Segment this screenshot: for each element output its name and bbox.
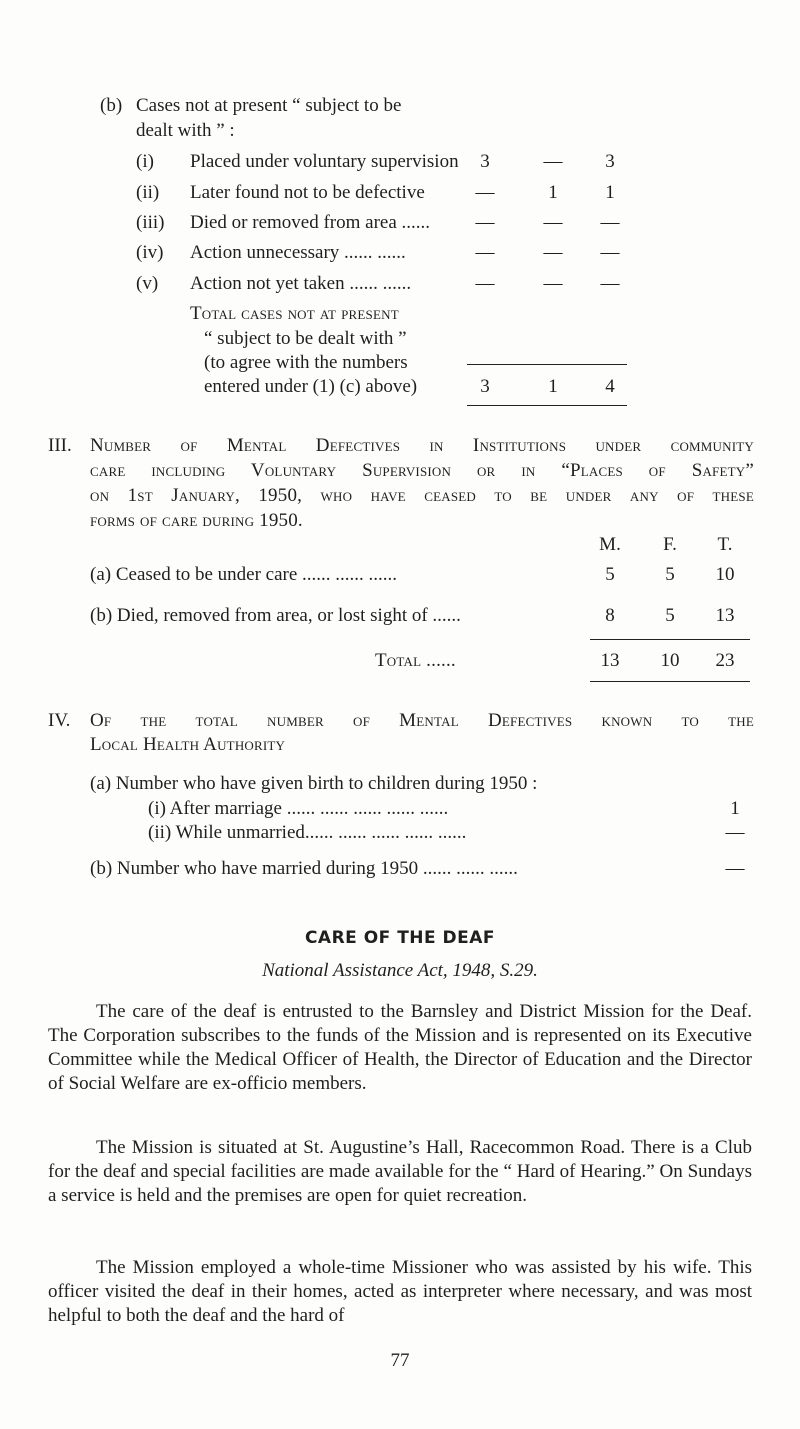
section-heading-line3: on 1st January, 1950, who have ceased to be under any of these — [90, 485, 754, 506]
section-numeral: IV. — [48, 710, 71, 731]
total-t: 23 — [715, 650, 735, 671]
value-m: 5 — [605, 564, 615, 585]
section-b-title-line2: dealt with ” : — [136, 120, 235, 141]
value-m: — — [475, 242, 495, 263]
value-t: 1 — [605, 182, 615, 203]
page-number: 77 — [390, 1350, 410, 1371]
total-line3: (to agree with the numbers — [204, 352, 408, 373]
total-m: 13 — [600, 650, 620, 671]
total-t: 4 — [605, 376, 615, 397]
item-a-i-value: 1 — [730, 798, 740, 819]
row-number: (iii) — [136, 212, 165, 233]
row-text: Died or removed from area ...... — [190, 212, 431, 233]
column-header-f: F. — [663, 534, 677, 555]
value-t: 3 — [605, 151, 615, 172]
row-text: Later found not to be defective — [190, 182, 425, 203]
row-number: (i) — [136, 151, 154, 172]
value-t: 10 — [715, 564, 735, 585]
divider — [467, 364, 627, 365]
value-f: — — [543, 242, 563, 263]
paragraph-text: The care of the deaf is entrusted to the Barnsley and District Mission for the Deaf. The Corporation subscribes to the funds of the Mission and is represented on its Executive Committee while the Medical Officer of Health, the Director of Education and the Director of Social Welfare are ex-officio members. — [48, 1001, 752, 1094]
value-f: 5 — [665, 564, 675, 585]
divider — [590, 639, 750, 640]
item-b-text: (b) Number who have married during 1950 ...... ...... ...... — [90, 858, 518, 879]
total-f: 10 — [660, 650, 680, 671]
item-a-text: (a) Number who have given birth to children during 1950 : — [90, 773, 538, 794]
value-m: — — [475, 182, 495, 203]
section-b-title-line1: Cases not at present “ subject to be — [136, 95, 402, 116]
value-m: 8 — [605, 605, 615, 626]
value-t: 13 — [715, 605, 735, 626]
row-text: (a) Ceased to be under care ...... ...... ...... — [90, 564, 398, 585]
total-line4: entered under (1) (c) above) — [204, 376, 418, 397]
value-m: — — [475, 212, 495, 233]
section-heading-line4: forms of care during 1950. — [90, 510, 303, 531]
divider — [467, 405, 627, 406]
value-m: — — [475, 273, 495, 294]
value-t: — — [600, 242, 620, 263]
total-f: 1 — [548, 376, 558, 397]
section-heading-line2: care including Voluntary Supervision or in “Places of Safety” — [90, 460, 754, 481]
section-heading-line2: Local Health Authority — [90, 734, 286, 755]
paragraph-text: The Mission employed a whole-time Missioner who was assisted by his wife. This officer visited the deaf in their homes, acted as interpreter where necessary, and was most helpful to both the deaf and the hard of — [48, 1257, 752, 1326]
row-text: Placed under voluntary supervision — [190, 151, 459, 172]
column-header-m: M. — [599, 534, 621, 555]
paragraph — [48, 1256, 752, 1328]
paragraph — [48, 1136, 752, 1208]
section-numeral: III. — [48, 435, 72, 456]
value-f: — — [543, 212, 563, 233]
item-a-ii-text: (ii) While unmarried...... ...... ...... ...... ...... — [148, 822, 467, 843]
value-t: — — [600, 212, 620, 233]
total-label: Total ...... — [375, 650, 456, 671]
row-text: Action not yet taken ...... ...... — [190, 273, 412, 294]
value-f: 5 — [665, 605, 675, 626]
section-title: CARE OF THE DEAF — [304, 928, 496, 948]
row-text: (b) Died, removed from area, or lost sight of ...... — [90, 605, 461, 626]
value-f: — — [543, 273, 563, 294]
value-m: 3 — [480, 151, 490, 172]
row-number: (v) — [136, 273, 159, 294]
total-m: 3 — [480, 376, 490, 397]
value-f: — — [543, 151, 563, 172]
item-b-value: — — [725, 858, 745, 879]
divider — [590, 681, 750, 682]
total-line2: “ subject to be dealt with ” — [204, 328, 407, 349]
paragraph — [48, 1000, 752, 1096]
value-f: 1 — [548, 182, 558, 203]
section-heading-line1: Of the total number of Mental Defectives known to the — [90, 710, 754, 731]
section-b-label: (b) — [100, 95, 123, 116]
total-line1: Total cases not at present — [190, 303, 399, 324]
row-number: (ii) — [136, 182, 160, 203]
section-subtitle: National Assistance Act, 1948, S.29. — [262, 960, 538, 981]
item-a-i-text: (i) After marriage ...... ...... ...... ...... ...... — [148, 798, 449, 819]
value-t: — — [600, 273, 620, 294]
section-heading-line1: Number of Mental Defectives in Institutions under community — [90, 435, 754, 456]
paragraph-text: The Mission is situated at St. Augustine’s Hall, Racecommon Road. There is a Club for the deaf and special facilities are made available for the “ Hard of Hearing.” On Sundays a service is held and the premises are open for quiet recreation. — [48, 1137, 752, 1206]
row-number: (iv) — [136, 242, 164, 263]
item-a-ii-value: — — [725, 822, 745, 843]
column-header-t: T. — [717, 534, 733, 555]
row-text: Action unnecessary ...... ...... — [190, 242, 406, 263]
